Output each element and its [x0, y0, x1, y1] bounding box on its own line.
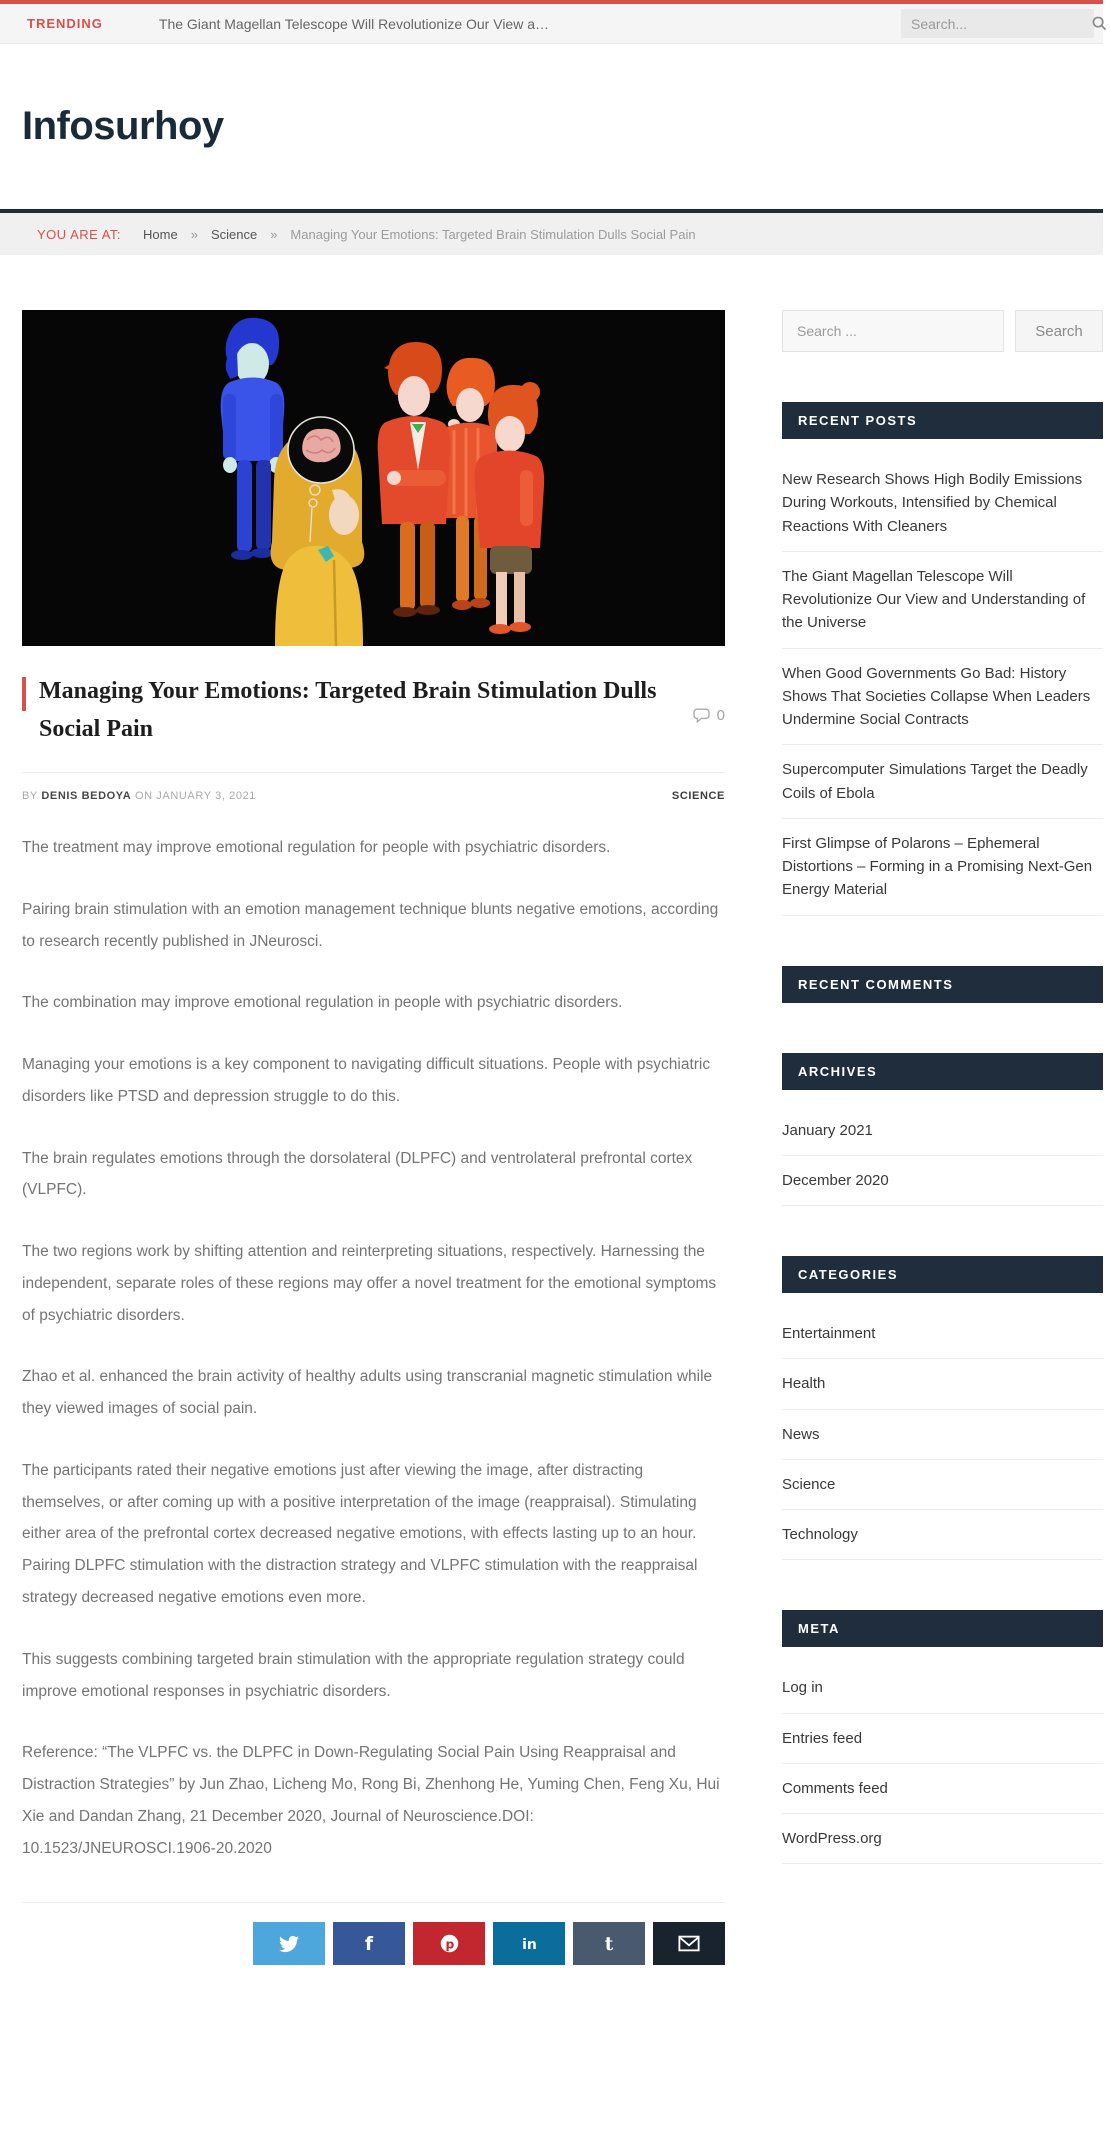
widget-item-link[interactable]: December 2020	[782, 1156, 1103, 1206]
widget-item-link[interactable]: The Giant Magellan Telescope Will Revolutionize Our View and Understanding of the Universe	[782, 552, 1103, 649]
share-linkedin-button[interactable]	[493, 1922, 565, 1965]
widget-recent-posts	[782, 402, 1103, 916]
search-icon[interactable]	[1092, 16, 1107, 31]
article-body	[22, 832, 725, 1864]
topbar-search	[901, 9, 1094, 38]
share-pinterest-button[interactable]	[413, 1922, 485, 1965]
widget-body	[782, 1090, 1103, 1207]
yellow-woman-figure	[271, 417, 365, 646]
share-email-button[interactable]	[653, 1922, 725, 1965]
widget-item-link[interactable]: January 2021	[782, 1106, 1103, 1156]
article-paragraph: The treatment may improve emotional regulation for people with psychiatric disorders.	[22, 839, 611, 856]
topbar	[0, 0, 1103, 44]
article-image	[22, 310, 725, 646]
gossip-group-figures	[378, 342, 544, 634]
sidebar-widgets	[782, 402, 1103, 1864]
article-title: Managing Your Emotions: Targeted Brain Stimulation Dulls Social Pain	[39, 678, 657, 742]
trending-headline-link[interactable]: The Giant Magellan Telescope Will Revolutionize Our View a…	[158, 15, 550, 32]
svg-text:f: f	[365, 1933, 373, 1954]
widget-title: ARCHIVES	[782, 1053, 1103, 1090]
content	[0, 255, 1103, 1965]
byline	[22, 790, 256, 802]
widget-body	[782, 1293, 1103, 1560]
widget-meta	[782, 1610, 1103, 1864]
widget-title: META	[782, 1610, 1103, 1647]
breadcrumb-current: Managing Your Emotions: Targeted Brain Stimulation Dulls Social Pain	[290, 226, 696, 242]
breadcrumb-link[interactable]: Home	[143, 226, 178, 242]
site-header	[0, 44, 1103, 209]
sidebar	[782, 310, 1103, 1965]
title-row	[22, 672, 725, 748]
topbar-search-input[interactable]	[911, 16, 1092, 32]
svg-text:p: p	[444, 1937, 454, 1952]
linkedin-icon	[518, 1933, 541, 1954]
breadcrumb-separator: »	[190, 226, 198, 242]
article-paragraph: The two regions work by shifting attention and reinterpreting situations, respectively. Harnessing the independent, separate roles of these regions may offer a novel treatment for the emotional symptoms of psychiatric disorders.	[22, 1243, 717, 1324]
byline-on-label: ON	[134, 790, 153, 802]
widget-item-link[interactable]: First Glimpse of Polarons – Ephemeral Distortions – Forming in a Promising Next-Gen Energy Material	[782, 819, 1103, 916]
widget-item-link[interactable]: Entries feed	[782, 1714, 1103, 1764]
breadcrumb-separator: »	[270, 226, 278, 242]
widget-title: RECENT COMMENTS	[782, 966, 1103, 1003]
share-facebook-button[interactable]	[333, 1922, 405, 1965]
pinterest-icon	[439, 1933, 460, 1954]
widget-body	[782, 439, 1103, 916]
comment-bubble-icon	[693, 708, 712, 723]
widget-recent-comments	[782, 966, 1103, 1003]
widget-item-link[interactable]: Health	[782, 1359, 1103, 1409]
byline-by-label: BY	[22, 790, 38, 802]
widget-item-link[interactable]: Technology	[782, 1510, 1103, 1560]
site-title[interactable]: Infosurhoy	[22, 104, 224, 148]
widget-item-link[interactable]: New Research Shows High Bodily Emissions During Workouts, Intensified by Chemical Reactions With Cleaners	[782, 455, 1103, 552]
widget-item-link[interactable]: Log in	[782, 1663, 1103, 1713]
social-exclusion-illustration	[22, 310, 725, 646]
article-paragraph: The combination may improve emotional regulation in people with psychiatric disorders.	[22, 994, 623, 1012]
article-paragraph: Zhao et al. enhanced the brain activity of healthy adults using transcranial magnetic stimulation while they viewed images of social pain.	[22, 1368, 713, 1418]
article-paragraph: Pairing brain stimulation with an emotion management technique blunts negative emotions, according to research recently published in JNeurosci.	[22, 900, 719, 950]
article-paragraph: The participants rated their negative emotions just after viewing the image, after distracting themselves, or after coming up with a positive interpretation of the image (reappraisal). Stimulating either area of the prefrontal cortex decreased negative emotions, with effects lasting up to an hour. Pairing DLPFC stimulation with the distraction strategy and VLPFC stimulation with the reappraisal strategy decreased negative emotions even more.	[22, 1461, 698, 1607]
breadcrumb-label: YOU ARE AT:	[37, 226, 122, 242]
breadcrumb-link[interactable]: Science	[210, 226, 258, 242]
widget-item-link[interactable]: When Good Governments Go Bad: History Shows That Societies Collapse When Leaders Undermine Social Contracts	[782, 649, 1103, 746]
article-paragraph: The brain regulates emotions through the dorsolateral (DLPFC) and ventrolateral prefrontal cortex (VLPFC).	[22, 1149, 693, 1199]
svg-text:in: in	[521, 1937, 537, 1954]
widget-item-link[interactable]: Science	[782, 1460, 1103, 1510]
widget-item-link[interactable]: News	[782, 1410, 1103, 1460]
tumblr-icon	[599, 1934, 619, 1954]
twitter-icon	[279, 1934, 299, 1954]
email-icon	[678, 1935, 700, 1952]
category-link[interactable]: SCIENCE	[671, 790, 725, 802]
widget-archives	[782, 1053, 1103, 1207]
widget-categories	[782, 1256, 1103, 1560]
sidebar-search-button[interactable]: Search	[1015, 310, 1103, 352]
comment-count-value: 0	[716, 706, 725, 724]
trending-label: TRENDING	[27, 16, 103, 31]
byline-author-link[interactable]: DENIS BEDOYA	[41, 790, 132, 802]
comment-count[interactable]	[693, 682, 725, 748]
sidebar-search-input[interactable]	[782, 310, 1004, 352]
share-buttons-row	[22, 1902, 725, 1965]
widget-body	[782, 1647, 1103, 1864]
article-paragraph: This suggests combining targeted brain stimulation with the appropriate regulation strategy could improve emotional responses in psychiatric disorders.	[22, 1650, 685, 1700]
byline-row	[22, 772, 725, 802]
widget-title: RECENT POSTS	[782, 402, 1103, 439]
byline-date: JANUARY 3, 2021	[156, 790, 256, 802]
widget-item-link[interactable]: WordPress.org	[782, 1814, 1103, 1864]
svg-text:t: t	[604, 1933, 614, 1954]
title-accent-bar	[22, 677, 26, 711]
sidebar-search	[782, 310, 1103, 352]
widget-item-link[interactable]: Comments feed	[782, 1764, 1103, 1814]
article-paragraph: Managing your emotions is a key component to navigating difficult situations. People with psychiatric disorders like PTSD and depression struggle to do this.	[22, 1056, 711, 1105]
article	[22, 310, 725, 1965]
share-tumblr-button[interactable]	[573, 1922, 645, 1965]
breadcrumb	[0, 209, 1103, 255]
share-twitter-button[interactable]	[253, 1922, 325, 1965]
widget-item-link[interactable]: Entertainment	[782, 1309, 1103, 1359]
facebook-icon	[359, 1934, 379, 1954]
widget-title: CATEGORIES	[782, 1256, 1103, 1293]
widget-item-link[interactable]: Supercomputer Simulations Target the Deadly Coils of Ebola	[782, 745, 1103, 819]
article-paragraph: Reference: “The VLPFC vs. the DLPFC in Down-Regulating Social Pain Using Reappraisal and Distraction Strategies” by Jun Zhao, Licheng Mo, Rong Bi, Zhenhong He, Yuming Chen, Feng Xu, Hui Xie and Dandan Zhang, 21 December 2020, Journal of Neuroscience.DOI: 10.1523/JNEUROSCI.1906-20.2020	[22, 1744, 720, 1857]
breadcrumb-links	[143, 227, 696, 242]
